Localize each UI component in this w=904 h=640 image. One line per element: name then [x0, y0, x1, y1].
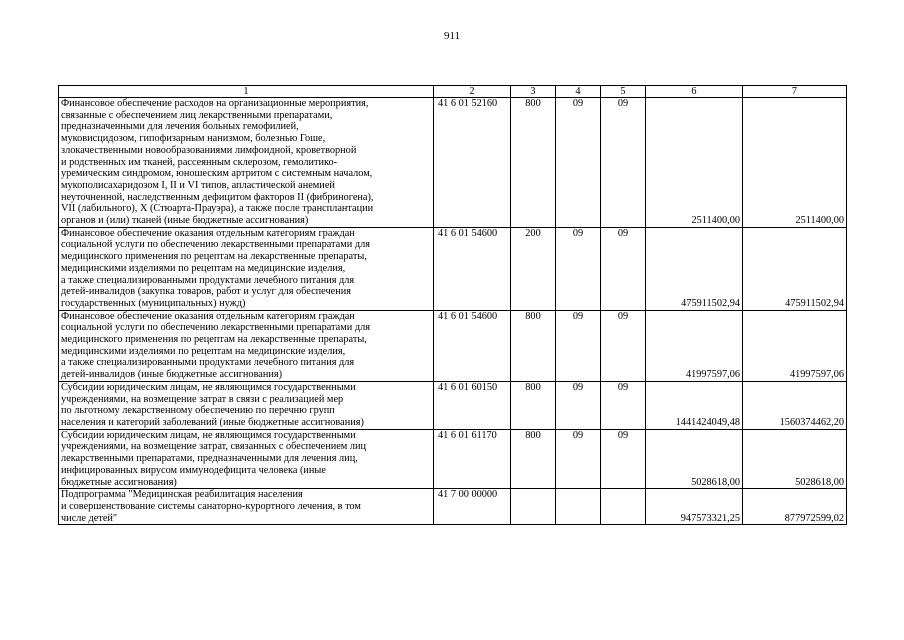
- row-name: Подпрограмма "Медицинская реабилитация населения и совершенствование системы санаторно-курортного лечения, в том числе детей": [59, 489, 434, 525]
- column-header: 1: [59, 86, 434, 98]
- row-expense-type: 200: [511, 227, 556, 310]
- row-amount-6: 1441424049,48: [646, 381, 743, 429]
- row-section: 09: [556, 429, 601, 489]
- row-name: Финансовое обеспечение оказания отдельным категориям граждан социальной услуги по обеспечению лекарственными препаратами для медицинского применения по рецептам на лекарственные препараты, медицинскими изделиями по рецептам на медицинские изделия, а также специализированными продуктами лечебного питания для детей-инвалидов (закупка товаров, работ и услуг для обеспечения государственных (муниципальных) нужд): [59, 227, 434, 310]
- row-amount-6: 2511400,00: [646, 98, 743, 228]
- row-amount-7: 475911502,94: [743, 227, 847, 310]
- row-code: 41 7 00 00000: [434, 489, 511, 525]
- row-expense-type: 800: [511, 381, 556, 429]
- table-row: [59, 310, 847, 381]
- row-amount-7: 877972599,02: [743, 489, 847, 525]
- table-row: [59, 489, 847, 525]
- row-name: Финансовое обеспечение оказания отдельным категориям граждан социальной услуги по обеспечению лекарственными препаратами для медицинского применения по рецептам на лекарственные препараты, медицинскими изделиями по рецептам на медицинские изделия, а также специализированными продуктами лечебного питания для детей-инвалидов (иные бюджетные ассигнования): [59, 310, 434, 381]
- row-amount-6: 475911502,94: [646, 227, 743, 310]
- row-code: 41 6 01 61170: [434, 429, 511, 489]
- column-header: 3: [511, 86, 556, 98]
- column-header: 6: [646, 86, 743, 98]
- row-amount-6: 41997597,06: [646, 310, 743, 381]
- row-amount-6: 947573321,25: [646, 489, 743, 525]
- row-section: 09: [556, 381, 601, 429]
- row-amount-7: 2511400,00: [743, 98, 847, 228]
- table-row: [59, 227, 847, 310]
- column-header: 7: [743, 86, 847, 98]
- row-amount-7: 41997597,06: [743, 310, 847, 381]
- row-expense-type: 800: [511, 310, 556, 381]
- header-row: [59, 86, 847, 98]
- table-row: [59, 98, 847, 228]
- row-section: [556, 489, 601, 525]
- row-amount-7: 1560374462,20: [743, 381, 847, 429]
- row-section: 09: [556, 310, 601, 381]
- page-number: 911: [443, 30, 461, 42]
- row-amount-7: 5028618,00: [743, 429, 847, 489]
- row-name: Субсидии юридическим лицам, не являющимся государственными учреждениями, на возмещение затрат, связанных с обеспечением лиц лекарственными препаратами, предназначенными для лечения лиц, инфицированных вирусом иммунодефицита человека (иные бюджетные ассигнования): [59, 429, 434, 489]
- row-subsection: 09: [601, 381, 646, 429]
- row-expense-type: [511, 489, 556, 525]
- row-section: 09: [556, 98, 601, 228]
- row-code: 41 6 01 54600: [434, 227, 511, 310]
- row-code: 41 6 01 52160: [434, 98, 511, 228]
- budget-table: [58, 85, 847, 525]
- row-expense-type: 800: [511, 429, 556, 489]
- row-subsection: 09: [601, 98, 646, 228]
- table-row: [59, 429, 847, 489]
- row-amount-6: 5028618,00: [646, 429, 743, 489]
- row-code: 41 6 01 60150: [434, 381, 511, 429]
- row-subsection: [601, 489, 646, 525]
- row-section: 09: [556, 227, 601, 310]
- column-header: 4: [556, 86, 601, 98]
- row-subsection: 09: [601, 227, 646, 310]
- table-row: [59, 381, 847, 429]
- row-name: Субсидии юридическим лицам, не являющимся государственными учреждениями, на возмещение затрат в связи с реализацией мер по льготному лекарственному обеспечению по перечню групп населения и категорий заболеваний (иные бюджетные ассигнования): [59, 381, 434, 429]
- column-header: 2: [434, 86, 511, 98]
- row-subsection: 09: [601, 429, 646, 489]
- row-subsection: 09: [601, 310, 646, 381]
- row-name: Финансовое обеспечение расходов на организационные мероприятия, связанные с обеспечением лиц лекарственными препаратами, предназначенными для лечения больных гемофилией, муковисцидозом, гипофизарным нанизмом, болезнью Гоше, злокачественными новообразованиями лимфоидной, кроветворной и родственных им тканей, рассеянным склерозом, гемолитико- уремическим синдромом, юношеским артритом с системным началом, мукополисахаридозом I, II и VI типов, апластической анемией неуточненной, наследственным дефицитом факторов II (фибриногена), VII (лабильного), X (Стюарта-Прауэра), а также после трансплантации органов и (или) тканей (иные бюджетные ассигнования): [59, 98, 434, 228]
- row-expense-type: 800: [511, 98, 556, 228]
- row-code: 41 6 01 54600: [434, 310, 511, 381]
- column-header: 5: [601, 86, 646, 98]
